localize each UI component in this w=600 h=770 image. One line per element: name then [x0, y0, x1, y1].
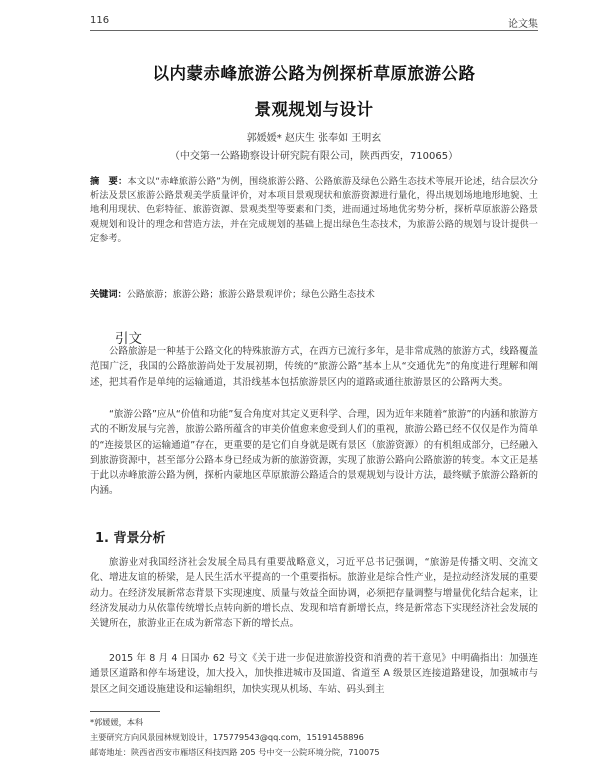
abstract: [90, 175, 538, 246]
section-tag: 论文集: [508, 19, 538, 30]
intro-paragraph-2: “旅游公路”应从“价值和功能”复合角度对其定义更科学、合理，因为近年来随着“旅游”的内涵和旅游方式的不断发展与完善，旅游公路所蕴含的审美价值愈来愈受到人们的重视，旅游公路已经不仅仅是作为简单的“连接景区的运输通道”存在，更重要的是它们自身就是既有景区（旅游资源）的有机组成部分，已经融入到旅游资源中，甚至部分公路本身已经成为新的旅游资源，实现了旅游公路向公路旅游的转变。本文正是基于此以赤峰旅游公路为例，探析内蒙地区草原旅游公路适合的景观规划与设计方法，最终赋予旅游公路新的内涵。: [90, 409, 538, 497]
paper-title-line2: 景观规划与设计: [254, 100, 374, 119]
footnote-author: *郭媛媛，本科: [90, 717, 144, 727]
abstract-text: 本文以“赤峰旅游公路”为例，围绕旅游公路、公路旅游及绿色公路生态技术等展开论述，结合层次分析法及景区旅游公路景观美学质量评价，对本项目景观现状和旅游资源进行量化，得出规划场地地形地貌、土地利用现状、色彩特征、旅游资源、景观类型等要素和门类，进而通过场地优劣势分析，探析草原旅游公路景观规划和设计的理念和营造方法，并在完成规划的基础上提出绿色生态技术，为旅游公路的规划与设计提供一定参考。: [90, 176, 538, 244]
footnote-rule: [90, 711, 160, 712]
page-number: 116: [90, 15, 110, 26]
keywords-label: 关键词：: [90, 289, 127, 300]
intro-heading: 引文: [115, 331, 142, 347]
footnote-contact: 主要研究方向风景园林规划设计，175779543@qq.com，15191458896: [90, 732, 364, 742]
background-paragraph-1: 旅游业对我国经济社会发展全局具有重要战略意义，习近平总书记强调，“旅游是传播文明、交流文化、增进友谊的桥梁，是人民生活水平提高的一个重要指标。旅游业是综合性产业，是拉动经济发展的重要动力。在经济发展新常态背景下实现速度、质量与效益全面协调，必须把存量调整与增量优化结合起来，让经济发展动力从依靠传统增长点转向新的增长点、发现和培育新增长点，终是新常态下实现经济社会发展的关键所在，旅游业正在成为新常态下新的增长点。: [90, 557, 538, 630]
affiliation: （中交第一公路勘察设计研究院有限公司，陕西西安，710065）: [169, 151, 459, 162]
background-paragraph-2: 2015 年 8 月 4 日国办 62 号文《关于进一步促进旅游投资和消费的若干意见》中明确指出：加强连通景区道路和停车场建设，加大投入，加快推进城市及国道、省道至 A 级景区连接道路建设，加强城市与景区之间交通设施建设和运输组织，加快实现从机场、车站、码头到主: [90, 653, 538, 695]
author-list: 郭媛媛* 赵庆生 张奉如 王明玄: [246, 133, 382, 144]
intro-paragraph-1: 公路旅游是一种基于公路文化的特殊旅游方式，在西方已流行多年，是非常成熟的旅游方式，线路覆盖范围广泛，我国的公路旅游尚处于发展初期，传统的“旅游公路”基本上从“交通优先”的角度进行理解和阐述，把其看作是单纯的运输通道，其沿线基本包括旅游景区内的道路或通往旅游景区的公路两大类。: [90, 346, 538, 388]
abstract-label: 摘 要：: [90, 176, 128, 187]
paper-title-line1: 以内蒙赤峰旅游公路为例探析草原旅游公路: [152, 64, 476, 83]
section-heading-background: 1. 背景分析: [95, 531, 166, 546]
header-rule: [90, 30, 538, 31]
keywords: [90, 288, 538, 302]
keywords-text: 公路旅游；旅游公路；旅游公路景观评价；绿色公路生态技术: [126, 289, 375, 300]
footnote-address: 邮寄地址：陕西省西安市雁塔区科技四路 205 号中交一公院环境分院，710075: [90, 747, 380, 757]
running-header: [90, 15, 538, 31]
